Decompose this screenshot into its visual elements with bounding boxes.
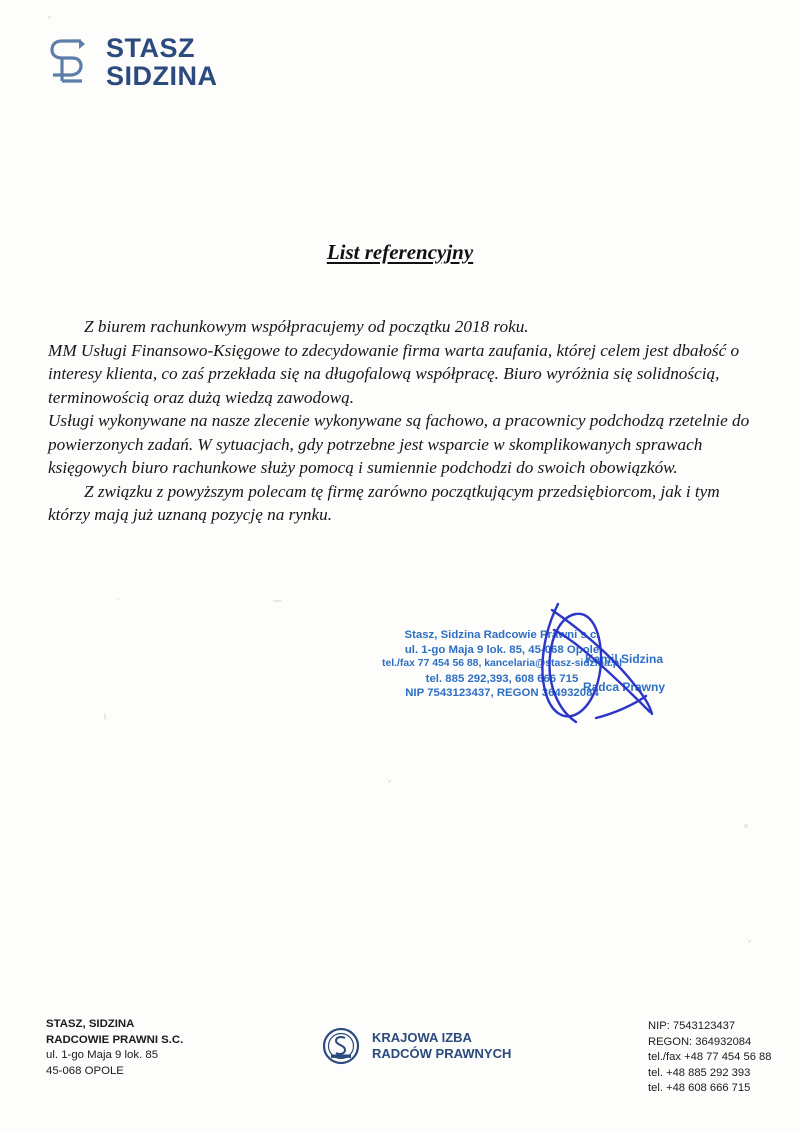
- scan-artifact: [104, 713, 106, 720]
- footer-right-line-1: NIP: 7543123437: [648, 1020, 736, 1032]
- letterhead-footer: [0, 1017, 800, 1109]
- paragraph-2: MM Usługi Finansowo-Księgowe to zdecydowanie firma warta zaufania, której celem jest dbałość o interesy klienta, co zaś przekłada się na długofalową współpracę. Biuro wyróżnia się solidnością, terminowością oraz dużą wiedzą zawodową.: [48, 340, 740, 407]
- footer-right-line-2: REGON: 364932084: [648, 1035, 752, 1048]
- stamp-line-2: ul. 1-go Maja 9 lok. 85, 45-068 Opole: [404, 643, 600, 656]
- footer-right-line-5: tel. +48 608 666 715: [648, 1082, 751, 1094]
- signer-title: Radca Prawny: [582, 680, 666, 694]
- scan-artifact: [744, 824, 748, 828]
- letterhead-header: [48, 34, 218, 90]
- stamp-line-4: tel. 885 292,393, 608 666 715: [425, 672, 579, 685]
- brand-line-2: SIDZINA: [106, 61, 218, 91]
- letter-body: [48, 315, 754, 527]
- brand-line-1: STASZ: [106, 33, 195, 63]
- kirp-seal-icon: [322, 1027, 360, 1065]
- scan-artifact: [273, 600, 282, 602]
- footer-contact-block: [648, 1019, 771, 1097]
- footer-center-line-2: RADCÓW PRAWNYCH: [372, 1046, 512, 1061]
- paragraph-4: Z związku z powyższym polecam tę firmę zarówno początkującym przedsiębiorcom, jak i tym którzy mają już uznaną pozycję na rynku.: [48, 481, 720, 524]
- scan-artifact: [48, 16, 51, 19]
- footer-left-line-1: STASZ, SIDZINA: [46, 1018, 135, 1030]
- scan-artifact: [117, 598, 119, 600]
- footer-left-line-3: ul. 1-go Maja 9 lok. 85: [46, 1049, 159, 1061]
- paragraph-1: Z biurem rachunkowym współpracujemy od początku 2018 roku.: [84, 317, 529, 336]
- footer-kirp-block: [322, 1027, 511, 1065]
- footer-left-line-4: 45-068 OPOLE: [46, 1064, 124, 1077]
- brand-wordmark: [106, 34, 218, 90]
- footer-center-line-1: KRAJOWA IZBA: [372, 1030, 472, 1045]
- footer-kirp-text: [372, 1030, 511, 1062]
- footer-right-line-3: tel./fax +48 77 454 56 88: [648, 1051, 772, 1063]
- footer-right-line-4: tel. +48 885 292 393: [648, 1066, 751, 1079]
- scan-artifact: [748, 940, 751, 943]
- footer-left-line-2: RADCOWIE PRAWNI S.C.: [46, 1033, 184, 1046]
- page-title: List referencyjny: [326, 240, 474, 264]
- signer-block: [564, 645, 684, 701]
- paragraph-3: Usługi wykonywane na nasze zlecenie wykonywane są fachowo, a pracownicy podchodzą rzetelnie do powierzonych zadań. W sytuacjach, gdy potrzebne jest wsparcie w skomplikowanych sprawach księgowych biuro rachunkowe służy pomocą i sumiennie podchodzi do swoich obowiązków.: [48, 411, 750, 477]
- footer-address-block: [46, 1017, 183, 1079]
- stamp-line-1: Stasz, Sidzina Radcowie Prawni s.c.: [404, 629, 600, 641]
- stasz-sidzina-logo-icon: [48, 35, 92, 89]
- stamp-line-5: NIP 7543123437, REGON 364932084: [405, 687, 599, 700]
- signer-name: Kamil Sidzina: [584, 652, 664, 666]
- scan-artifact: [388, 780, 391, 783]
- stamp-line-3: tel./fax 77 454 56 88, kancelaria@stasz-sidzina.pl: [381, 658, 622, 670]
